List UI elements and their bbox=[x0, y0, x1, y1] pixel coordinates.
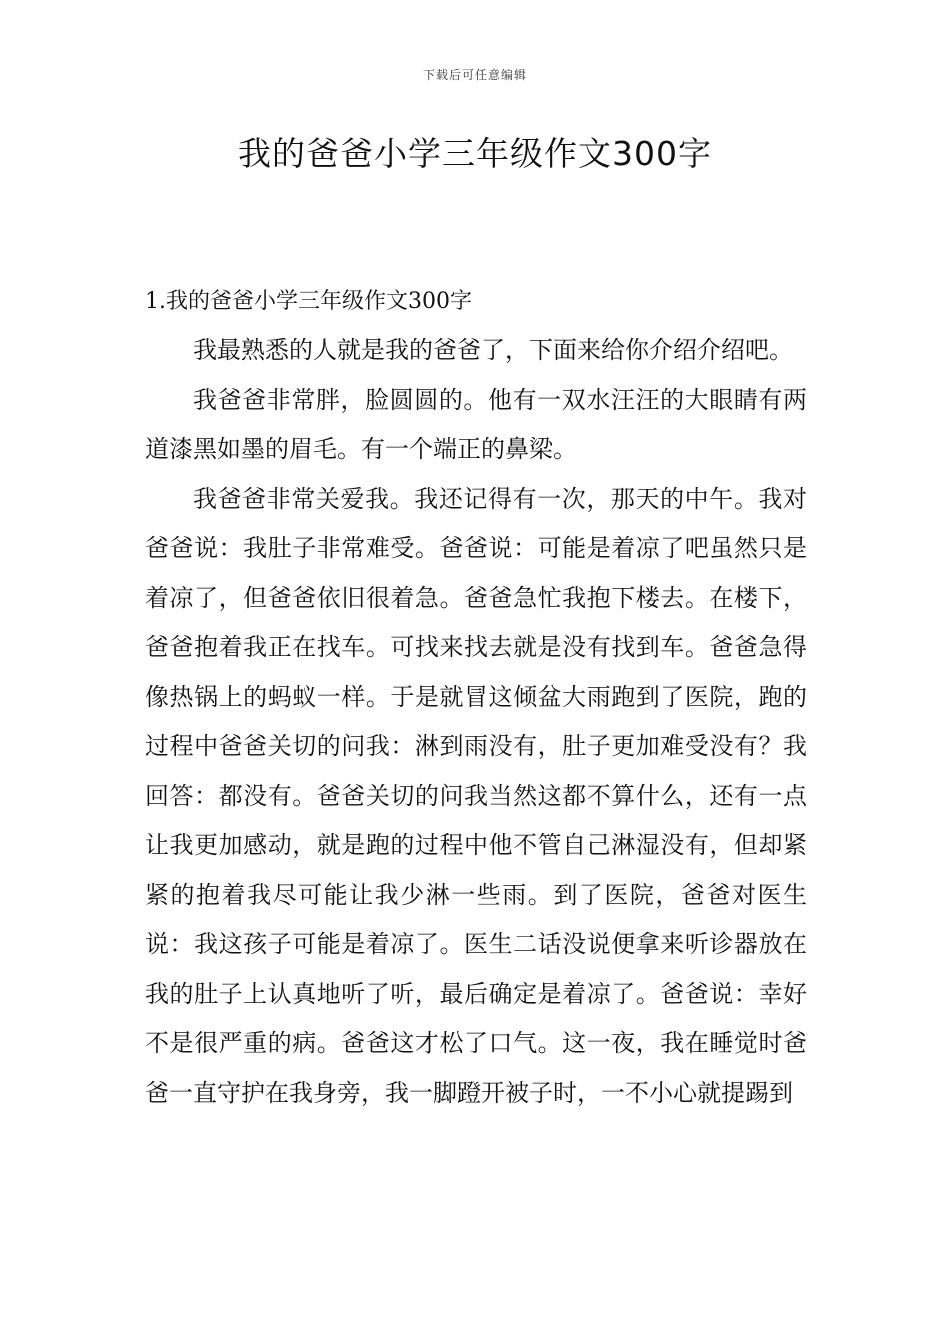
paragraph: 我爸爸非常胖，脸圆圆的。他有一双水汪汪的大眼睛有两道漆黑如墨的眉毛。有一个端正的鼻梁。 bbox=[145, 385, 807, 463]
header-note: 下载后可任意编辑 bbox=[422, 68, 527, 82]
paragraph: 我最熟悉的人就是我的爸爸了，下面来给你介绍介绍吧。 bbox=[193, 336, 793, 364]
page-title: 我的爸爸小学三年级作文300字 bbox=[238, 134, 712, 173]
paragraph: 我爸爸非常关爱我。我还记得有一次，那天的中午。我对爸爸说：我肚子非常难受。爸爸说：可能是着凉了吧虽然只是着凉了，但爸爸依旧很着急。爸爸急忙我抱下楼去。在楼下，爸爸抱着我正在找车。可找来找去就是没有找到车。爸爸急得像热锅上的蚂蚁一样。于是就冒这倾盆大雨跑到了医院，跑的过程中爸爸关切的问我：淋到雨没有，肚子更加难受没有？我回答：都没有。爸爸关切的问我当然这都不算什么，还有一点让我更加感动，就是跑的过程中他不管自己淋湿没有，但却紧紧的抱着我尽可能让我少淋一些雨。到了医院，爸爸对医生说：我这孩子可能是着凉了。医生二话没说便拿来听诊器放在我的肚子上认真地听了听，最后确定是着凉了。爸爸说：幸好不是很严重的病。爸爸这才松了口气。这一夜，我在睡觉时爸爸一直守护在我身旁，我一脚蹬开被子时，一不小心就提踢到 bbox=[145, 484, 807, 1107]
document-body bbox=[145, 326, 807, 1118]
section-heading: 1.我的爸爸小学三年级作文300字 bbox=[145, 289, 472, 314]
